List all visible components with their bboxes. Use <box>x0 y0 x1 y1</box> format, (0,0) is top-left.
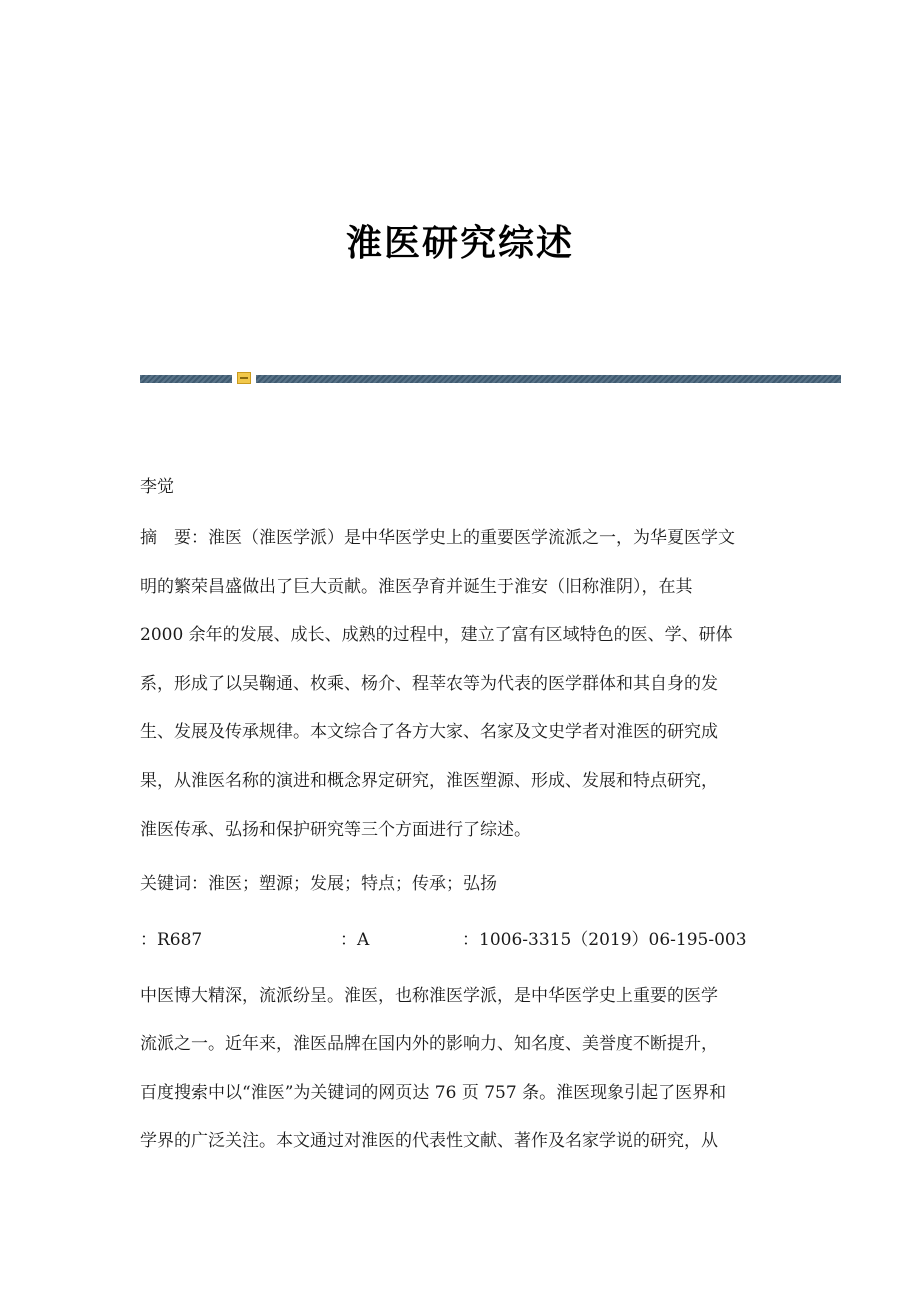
keywords: 关键词：淮医；塑源；发展；特点；传承；弘扬 <box>140 874 497 894</box>
abstract-line: 2000 余年的发展、成长、成熟的过程中，建立了富有区域特色的医、学、研体 <box>140 625 733 646</box>
abstract-line: 系，形成了以吴鞠通、枚乘、杨介、程莘农等为代表的医学群体和其自身的发 <box>140 673 718 694</box>
article-id: ：1006-3315（2019）06-195-003 <box>462 930 747 950</box>
divider-emblem-icon <box>237 372 251 384</box>
abstract-line: 淮医传承、弘扬和保护研究等三个方面进行了综述。 <box>140 819 531 840</box>
abstract <box>140 514 785 854</box>
abstract-line: 明的繁荣昌盛做出了巨大贡献。淮医孕育并诞生于淮安（旧称淮阴），在其 <box>140 576 693 597</box>
divider-bar-left <box>140 375 232 383</box>
divider-bar-right <box>256 375 841 383</box>
document-title: 淮医研究综述 <box>345 222 574 264</box>
body-line: 中医博大精深，流派纷呈。淮医，也称淮医学派，是中华医学史上重要的医学 <box>140 986 718 1006</box>
body-line: 百度搜索中以“淮医”为关键词的网页达 76 页 757 条。淮医现象引起了医界和 <box>140 1082 727 1103</box>
title-divider <box>140 375 841 383</box>
abstract-line: 生、发展及传承规律。本文综合了各方大家、名家及文史学者对淮医的研究成 <box>140 722 718 743</box>
abstract-line: 果，从淮医名称的演进和概念界定研究，淮医塑源、形成、发展和特点研究， <box>140 770 718 791</box>
body-line: 学界的广泛关注。本文通过对淮医的代表性文献、著作及名家学说的研究，从 <box>140 1130 718 1151</box>
abstract-line: 摘 要：淮医（淮医学派）是中华医学史上的重要医学流派之一，为华夏医学文 <box>140 528 735 548</box>
body-line: 流派之一。近年来，淮医品牌在国内外的影响力、知名度、美誉度不断提升， <box>140 1034 718 1055</box>
clc-number: ：R687 <box>140 930 203 950</box>
body-paragraph <box>140 972 785 1165</box>
document-code: ：A <box>340 930 370 950</box>
author-name: 李觉 <box>140 477 174 497</box>
